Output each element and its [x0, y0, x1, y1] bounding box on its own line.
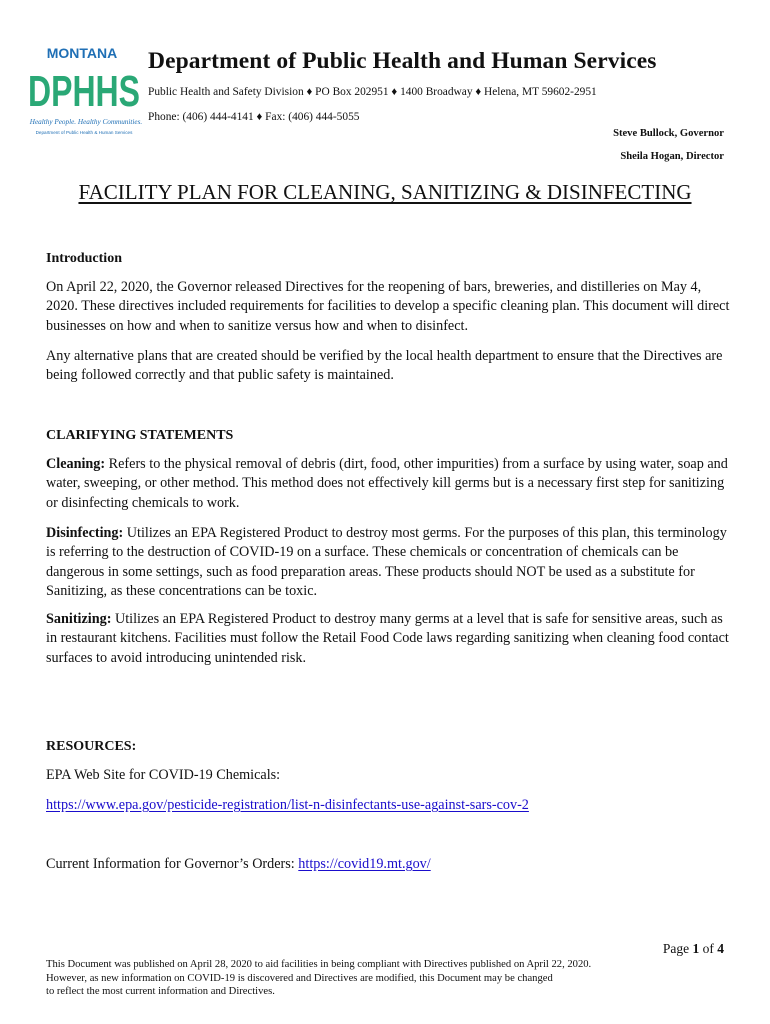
sanitizing-text: Utilizes an EPA Registered Product to destroy many germs at a level that is safe for sensitive areas, such as in restaurant kitchens. Facilities must follow the Retail Food Code laws regarding sanitizing when cleaning food contact surfaces to avoid introducing unintended risk.	[46, 611, 729, 666]
address-line: Public Health and Safety Division ♦ PO Box 202951 ♦ 1400 Broadway ♦ Helena, MT 59602-2951	[148, 86, 597, 98]
sanitizing-term: Sanitizing:	[46, 611, 112, 627]
page-number	[663, 941, 724, 957]
svg-text:DPHHS: DPHHS	[28, 67, 140, 116]
intro-paragraph-2: Any alternative plans that are created should be verified by the local health department to ensure that the Directives are being followed correctly and that public safety is maintained.	[46, 348, 723, 384]
svg-text:Department of Public Health &: Department of Public Health & Human Services	[35, 130, 133, 135]
cleaning-term: Cleaning:	[46, 456, 106, 472]
footer-line-3: to reflect the most current information and Directives.	[46, 986, 275, 998]
svg-text:MONTANA: MONTANA	[46, 45, 118, 61]
governor-orders-line	[46, 856, 431, 873]
cleaning-text: Refers to the physical removal of debris (dirt, food, other impurities) from a surface by using water, soap and water, sweeping, or other method. This method does not effectively kill germs but is a necessary first step for sanitizing or disinfecting chemicals to work.	[46, 456, 728, 511]
intro-paragraph-1: On April 22, 2020, the Governor released Directives for the reopening of bars, breweries, and distilleries on May 4, 2020. These directives included requirements for facilities to develop a specific cleaning plan. This document will direct businesses on how and when to sanitize versus how and when to disinfect.	[46, 279, 730, 334]
sanitizing-definition	[46, 610, 736, 668]
epa-link[interactable]: https://www.epa.gov/pesticide-registration/list-n-disinfectants-use-against-sars-cov-2	[46, 797, 529, 813]
governor-name: Steve Bullock, Governor	[613, 128, 724, 139]
epa-link-line	[46, 797, 529, 814]
page-total: 4	[717, 941, 724, 956]
director-name: Sheila Hogan, Director	[620, 151, 724, 162]
clarifying-heading: CLARIFYING STATEMENTS	[46, 428, 234, 443]
cleaning-definition	[46, 455, 736, 513]
document-title: FACILITY PLAN FOR CLEANING, SANITIZING & DISINFECTING	[78, 180, 692, 204]
svg-text:Healthy People. Healthy Commun: Healthy People. Healthy Communities.	[29, 118, 143, 126]
footer-line-2: However, as new information on COVID-19 is discovered and Directives are modified, this Document may be changed	[46, 972, 553, 984]
footer-note	[46, 958, 666, 999]
department-title: Department of Public Health and Human Services	[148, 48, 657, 74]
disinfecting-term: Disinfecting:	[46, 525, 124, 541]
introduction-heading: Introduction	[46, 251, 122, 266]
page-of: of	[699, 941, 718, 956]
resources-heading: RESOURCES:	[46, 739, 137, 754]
epa-label: EPA Web Site for COVID-19 Chemicals:	[46, 767, 281, 783]
page-label: Page	[662, 941, 693, 956]
page-current: 1	[692, 941, 700, 956]
governor-orders-link[interactable]: https://covid19.mt.gov/	[298, 856, 431, 872]
disinfecting-text: Utilizes an EPA Registered Product to destroy most germs. For the purposes of this plan, this terminology is referring to the destruction of COVID-19 on a surface. These chemicals or concentration of chemicals can be dangerous in some settings, such as food preparation areas. These products should NOT be used as a substitute for Sanitizing, as these concentrations can be toxic.	[46, 525, 727, 600]
disinfecting-definition	[46, 524, 736, 602]
phone-fax-line: Phone: (406) 444-4141 ♦ Fax: (406) 444-5055	[148, 111, 360, 123]
dphhs-logo	[24, 44, 144, 140]
governor-orders-label: Current Information for Governor’s Orders:	[46, 856, 299, 872]
footer-line-1: This Document was published on April 28, 2020 to aid facilities in being compliant with Directives published on April 22, 2020.	[46, 959, 592, 970]
